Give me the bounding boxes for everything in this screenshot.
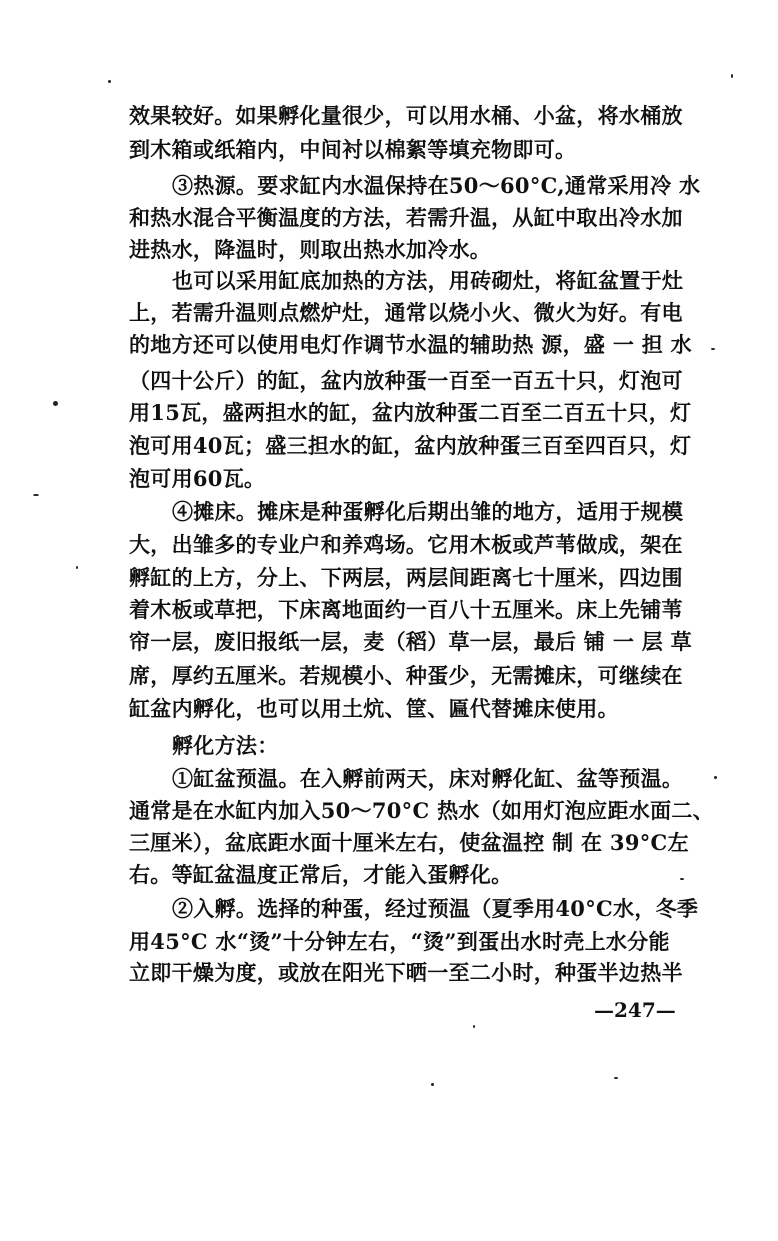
text-line: ③热源。要求缸内水温保持在50～60°C,通常采用冷 水 — [172, 173, 701, 198]
scan-speck — [680, 878, 684, 880]
scan-speck — [714, 776, 717, 779]
scan-speck — [711, 348, 715, 350]
text-line: 用45°C 水“烫”十分钟左右，“烫”到蛋出水时壳上水分能 — [129, 929, 670, 954]
text-line: 的地方还可以使用电灯作调节水温的辅助热 源，盛 一 担 水 — [129, 332, 692, 357]
text-line: （四十公斤）的缸，盆内放种蛋一百至一百五十只，灯泡可 — [129, 368, 683, 393]
scan-speck — [108, 80, 111, 83]
text-line: 用15瓦，盛两担水的缸，盆内放种蛋二百至二百五十只，灯 — [129, 400, 692, 425]
section-heading: 孵化方法： — [172, 733, 279, 758]
text-line: 泡可用60瓦。 — [129, 466, 266, 491]
text-line: 上，若需升温则点燃炉灶，通常以烧小火、微火为好。有电 — [129, 300, 683, 325]
scan-speck — [53, 401, 58, 406]
scan-speck — [76, 566, 78, 569]
scan-speck — [431, 1083, 434, 1086]
text-line: ④摊床。摊床是种蛋孵化后期出雏的地方，适用于规模 — [172, 499, 684, 524]
scan-speck — [473, 1025, 475, 1028]
text-line: 和热水混合平衡温度的方法，若需升温，从缸中取出冷水加 — [129, 205, 683, 230]
text-line: 立即干燥为度，或放在阳光下晒一至二小时，种蛋半边热半 — [129, 960, 683, 985]
text-line: 孵缸的上方，分上、下两层，两层间距离七十厘米，四边围 — [129, 565, 683, 590]
text-line: 通常是在水缸内加入50～70°C 热水（如用灯泡应距水面二、 — [129, 798, 714, 823]
scan-speck — [614, 1077, 618, 1079]
scan-speck — [731, 74, 733, 78]
text-line: 泡可用40瓦；盛三担水的缸，盆内放种蛋三百至四百只，灯 — [129, 433, 692, 458]
text-line: ②入孵。选择的种蛋，经过预温（夏季用40°C水，冬季 — [172, 896, 699, 921]
text-line: 进热水，降温时，则取出热水加冷水。 — [129, 237, 492, 262]
text-line: 着木板或草把，下床离地面约一百八十五厘米。床上先铺苇 — [129, 597, 683, 622]
text-line: 右。等缸盆温度正常后，才能入蛋孵化。 — [129, 862, 513, 887]
text-line: 也可以采用缸底加热的方法，用砖砌灶，将缸盆置于灶 — [172, 268, 684, 293]
page-number: —247— — [594, 998, 676, 1022]
text-line: ①缸盆预温。在入孵前两天，床对孵化缸、盆等预温。 — [172, 766, 684, 791]
text-line: 到木箱或纸箱内，中间衬以棉絮等填充物即可。 — [129, 137, 577, 162]
text-line: 三厘米），盆底距水面十厘米左右，使盆温控 制 在 39°C左 — [129, 830, 689, 855]
text-line: 效果较好。如果孵化量很少，可以用水桶、小盆，将水桶放 — [129, 103, 683, 128]
text-line: 帘一层，废旧报纸一层，麦（稻）草一层，最后 铺 一 层 草 — [129, 629, 692, 654]
text-line: 席，厚约五厘米。若规模小、种蛋少，无需摊床，可继续在 — [129, 663, 683, 688]
text-line: 缸盆内孵化，也可以用土炕、筐、匾代替摊床使用。 — [129, 696, 619, 721]
text-line: 大，出雏多的专业户和养鸡场。它用木板或芦苇做成，架在 — [129, 532, 683, 557]
scan-speck — [33, 494, 39, 496]
